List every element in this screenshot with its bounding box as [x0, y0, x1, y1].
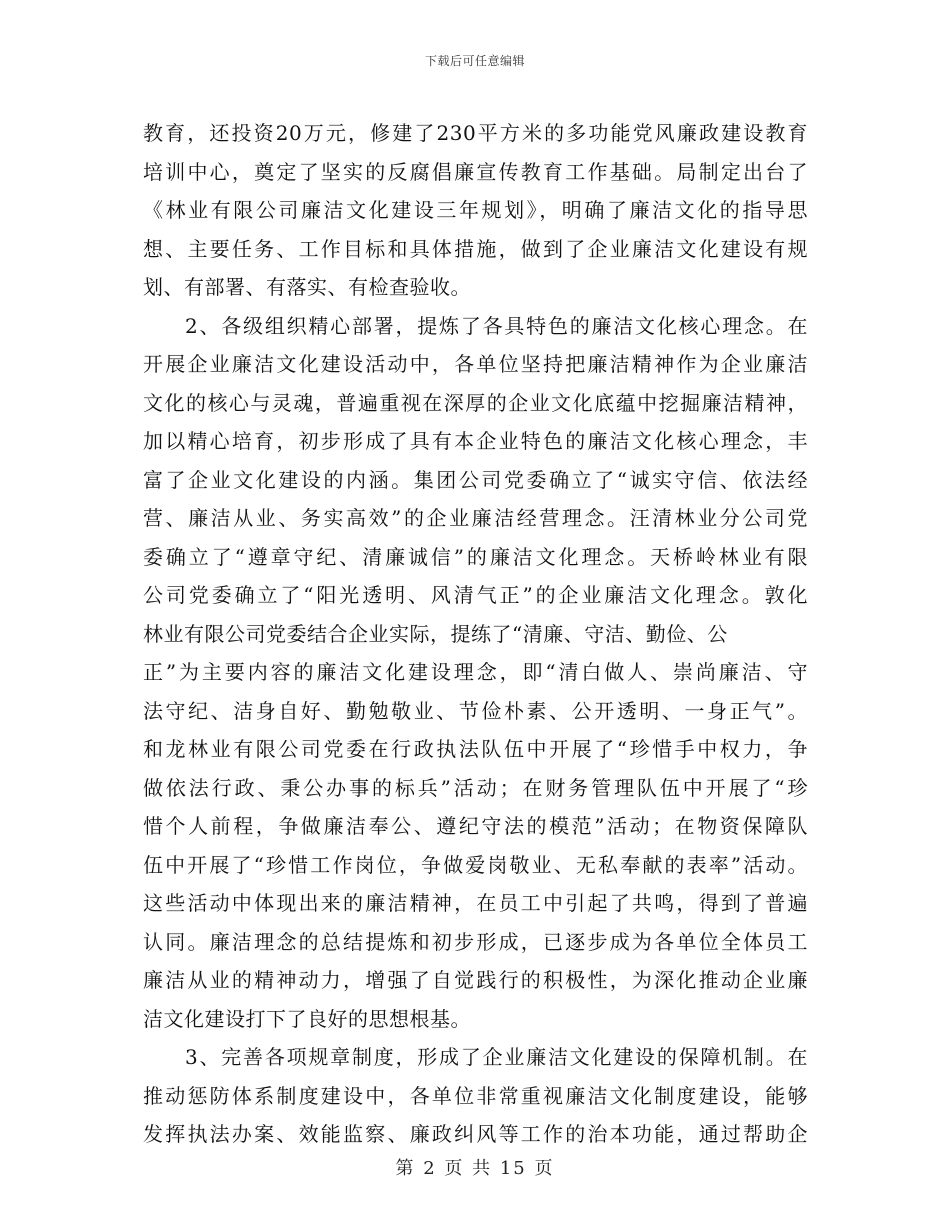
text-line: 林业有限公司党委结合企业实际，提练了“清廉、守洁、勤俭、公: [143, 621, 728, 646]
text-line: 这些活动中体现出来的廉洁精神，在员工中引起了共鸣，得到了普遍: [143, 891, 808, 915]
body-text: [143, 114, 808, 1154]
text-line: 划、有部署、有落实、有检查验收。: [143, 275, 471, 299]
text-line: 教育，还投资20万元，修建了230平方米的多功能党风廉政建设教育: [143, 121, 808, 145]
text-line: 培训中心，奠定了坚实的反腐倡廉宣传教育工作基础。局制定出台了: [143, 159, 808, 184]
text-line: 惜个人前程，争做廉洁奉公、遵纪守法的模范”活动；在物资保障队: [143, 814, 808, 838]
text-line: 《林业有限公司廉洁文化建设三年规划》，明确了廉洁文化的指导思: [143, 198, 808, 222]
text-line: 开展企业廉洁文化建设活动中，各单位坚持把廉洁精神作为企业廉洁: [143, 352, 808, 376]
text-line: 公司党委确立了“阳光透明、风清气正”的企业廉洁文化理念。敦化: [143, 583, 808, 607]
text-line: 法守纪、洁身自好、勤勉敬业、节俭朴素、公开透明、一身正气”。: [143, 698, 808, 723]
text-line: 营、廉洁从业、务实高效”的企业廉洁经营理念。汪清林业分公司党: [143, 506, 808, 530]
page-number-footer: 第 2 页 共 15 页: [395, 1158, 555, 1179]
text-line: 2、各级组织精心部署，提炼了各具特色的廉洁文化核心理念。在: [185, 313, 808, 338]
text-line: 加以精心培育，初步形成了具有本企业特色的廉洁文化核心理念，丰: [143, 429, 808, 453]
text-line: 认同。廉洁理念的总结提炼和初步形成，已逐步成为各单位全体员工: [143, 929, 808, 954]
text-line: 想、主要任务、工作目标和具体措施，做到了企业廉洁文化建设有规: [143, 236, 808, 261]
page-header: 下载后可任意编辑: [424, 54, 525, 68]
paragraph-1: [143, 114, 808, 307]
text-line: 3、完善各项规章制度，形成了企业廉洁文化建设的保障机制。在: [185, 1045, 808, 1069]
text-line: 委确立了“遵章守纪、清廉诚信”的廉洁文化理念。天桥岭林业有限: [143, 544, 808, 569]
text-line: 做依法行政、秉公办事的标兵”活动；在财务管理队伍中开展了“珍: [143, 775, 808, 800]
text-line: 伍中开展了“珍惜工作岗位，争做爱岗敬业、无私奉献的表率”活动。: [143, 852, 808, 877]
paragraph-2: [143, 307, 808, 1039]
paragraph-3: [143, 1038, 808, 1154]
text-line: 洁文化建设打下了良好的思想根基。: [143, 1006, 471, 1031]
text-line: 富了企业文化建设的内涵。集团公司党委确立了“诚实守信、依法经: [143, 467, 808, 492]
text-line: 推动惩防体系制度建设中，各单位非常重视廉洁文化制度建设，能够: [143, 1083, 808, 1108]
text-line: 文化的核心与灵魂，普遍重视在深厚的企业文化底蕴中挖掘廉洁精神，: [143, 390, 808, 415]
text-line: 廉洁从业的精神动力，增强了自觉践行的积极性，为深化推动企业廉: [143, 968, 808, 992]
text-line: 正”为主要内容的廉洁文化建设理念，即“清白做人、崇尚廉洁、守: [143, 660, 808, 684]
text-line: 和龙林业有限公司党委在行政执法队伍中开展了“珍惜手中权力，争: [143, 737, 808, 761]
text-line: 发挥执法办案、效能监察、廉政纠风等工作的治本功能，通过帮助企: [143, 1122, 808, 1146]
